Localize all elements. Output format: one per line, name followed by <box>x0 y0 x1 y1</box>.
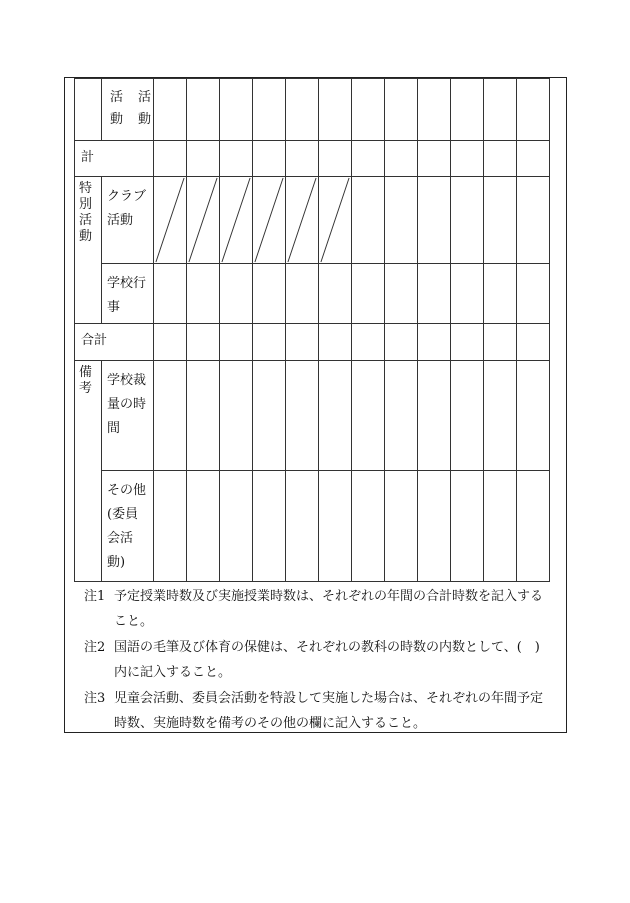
note-3 <box>64 686 567 736</box>
note-number: 注3 <box>84 691 106 706</box>
slashed-cell <box>154 177 187 264</box>
data-cell[interactable] <box>220 264 253 324</box>
slashed-cell <box>319 177 352 264</box>
school-event-row <box>75 264 550 324</box>
club-activity-label: クラブ活動 <box>107 189 147 228</box>
data-cell[interactable] <box>286 324 319 361</box>
data-cell[interactable] <box>319 361 352 471</box>
data-cell[interactable] <box>319 324 352 361</box>
data-cell[interactable] <box>286 141 319 177</box>
top-activity-label-2: 活動 <box>138 90 152 127</box>
data-cell[interactable] <box>319 471 352 582</box>
data-cell[interactable] <box>220 79 253 141</box>
discretion-label-cell <box>102 361 154 471</box>
note-text: 予定授業時数及び実施授業時数は、それぞれの年間の合計時数を記入すること。 <box>114 589 544 629</box>
other-committee-row <box>75 471 550 582</box>
other-committee-label: その他(委員会活動) <box>107 483 147 570</box>
data-cell[interactable] <box>220 471 253 582</box>
data-cell[interactable] <box>451 361 484 471</box>
top-row-label-cell <box>102 79 154 141</box>
data-cell[interactable] <box>418 177 451 264</box>
data-cell[interactable] <box>484 324 517 361</box>
data-cell[interactable] <box>484 79 517 141</box>
data-cell[interactable] <box>385 79 418 141</box>
data-cell[interactable] <box>418 471 451 582</box>
discretion-time-label: 学校裁量の時間 <box>107 373 147 436</box>
note-text: 児童会活動、委員会活動を特設して実施した場合は、それぞれの年間予定時数、実施時数を備考のその他の欄に記入すること。 <box>114 691 544 731</box>
data-cell[interactable] <box>154 471 187 582</box>
data-cell[interactable] <box>352 471 385 582</box>
top-activity-row <box>75 79 550 141</box>
data-cell[interactable] <box>220 324 253 361</box>
data-cell[interactable] <box>418 324 451 361</box>
note-number: 注2 <box>84 640 106 655</box>
club-activity-row <box>75 177 550 264</box>
data-cell[interactable] <box>385 141 418 177</box>
subtotal-label: 計 <box>81 150 95 165</box>
top-row-blank-cell <box>75 79 102 141</box>
data-cell[interactable] <box>220 141 253 177</box>
data-cell[interactable] <box>451 177 484 264</box>
data-cell[interactable] <box>385 264 418 324</box>
data-cell[interactable] <box>451 141 484 177</box>
data-cell[interactable] <box>286 264 319 324</box>
data-cell[interactable] <box>187 471 220 582</box>
data-cell[interactable] <box>253 471 286 582</box>
data-cell[interactable] <box>220 361 253 471</box>
special-activity-label: 特別活動 <box>79 181 93 244</box>
data-cell[interactable] <box>187 141 220 177</box>
slashed-cell <box>220 177 253 264</box>
data-cell[interactable] <box>286 361 319 471</box>
total-row <box>75 324 550 361</box>
note-number: 注1 <box>84 589 106 604</box>
data-cell[interactable] <box>253 361 286 471</box>
data-cell[interactable] <box>418 79 451 141</box>
remarks-group-cell <box>75 361 102 582</box>
data-cell[interactable] <box>154 79 187 141</box>
data-cell[interactable] <box>517 324 550 361</box>
data-cell[interactable] <box>352 264 385 324</box>
data-cell[interactable] <box>154 361 187 471</box>
data-cell[interactable] <box>451 79 484 141</box>
data-cell[interactable] <box>187 79 220 141</box>
data-cell[interactable] <box>517 141 550 177</box>
note-1 <box>64 584 567 634</box>
data-cell[interactable] <box>286 79 319 141</box>
data-cell[interactable] <box>154 264 187 324</box>
subtotal-row <box>75 141 550 177</box>
data-cell[interactable] <box>319 141 352 177</box>
data-cell[interactable] <box>286 471 319 582</box>
notes-section <box>64 584 567 737</box>
total-label-cell <box>75 324 154 361</box>
hours-table <box>74 78 550 582</box>
data-cell[interactable] <box>253 264 286 324</box>
club-label-cell <box>102 177 154 264</box>
event-label-cell <box>102 264 154 324</box>
top-activity-label-1: 活動 <box>110 90 124 127</box>
slashed-cell <box>286 177 319 264</box>
data-cell[interactable] <box>451 471 484 582</box>
data-cell[interactable] <box>484 177 517 264</box>
data-cell[interactable] <box>517 471 550 582</box>
note-text: 国語の毛筆及び体育の保健は、それぞれの教科の時数の内数として、( )内に記入すること。 <box>114 640 540 680</box>
data-cell[interactable] <box>352 361 385 471</box>
data-cell[interactable] <box>352 177 385 264</box>
other-label-cell <box>102 471 154 582</box>
data-cell[interactable] <box>484 141 517 177</box>
remarks-label: 備考 <box>79 365 93 396</box>
data-cell[interactable] <box>154 324 187 361</box>
data-cell[interactable] <box>484 264 517 324</box>
school-event-label: 学校行事 <box>107 276 147 315</box>
subtotal-label-cell <box>75 141 154 177</box>
data-cell[interactable] <box>319 264 352 324</box>
data-cell[interactable] <box>187 264 220 324</box>
data-cell[interactable] <box>253 324 286 361</box>
data-cell[interactable] <box>253 141 286 177</box>
data-cell[interactable] <box>517 177 550 264</box>
slashed-cell <box>187 177 220 264</box>
data-cell[interactable] <box>385 471 418 582</box>
data-cell[interactable] <box>352 79 385 141</box>
data-cell[interactable] <box>418 141 451 177</box>
data-cell[interactable] <box>352 324 385 361</box>
total-label: 合計 <box>81 333 108 348</box>
discretion-time-row <box>75 361 550 471</box>
special-activity-group-cell <box>75 177 102 324</box>
data-cell[interactable] <box>154 141 187 177</box>
data-cell[interactable] <box>385 361 418 471</box>
data-cell[interactable] <box>517 79 550 141</box>
data-cell[interactable] <box>418 361 451 471</box>
data-cell[interactable] <box>385 324 418 361</box>
data-cell[interactable] <box>187 361 220 471</box>
data-cell[interactable] <box>418 264 451 324</box>
slashed-cell <box>253 177 286 264</box>
data-cell[interactable] <box>484 471 517 582</box>
data-cell[interactable] <box>319 79 352 141</box>
data-cell[interactable] <box>517 264 550 324</box>
data-cell[interactable] <box>352 141 385 177</box>
data-cell[interactable] <box>484 361 517 471</box>
data-cell[interactable] <box>187 324 220 361</box>
data-cell[interactable] <box>517 361 550 471</box>
note-2 <box>64 635 567 685</box>
data-cell[interactable] <box>253 79 286 141</box>
data-cell[interactable] <box>451 324 484 361</box>
data-cell[interactable] <box>451 264 484 324</box>
data-cell[interactable] <box>385 177 418 264</box>
